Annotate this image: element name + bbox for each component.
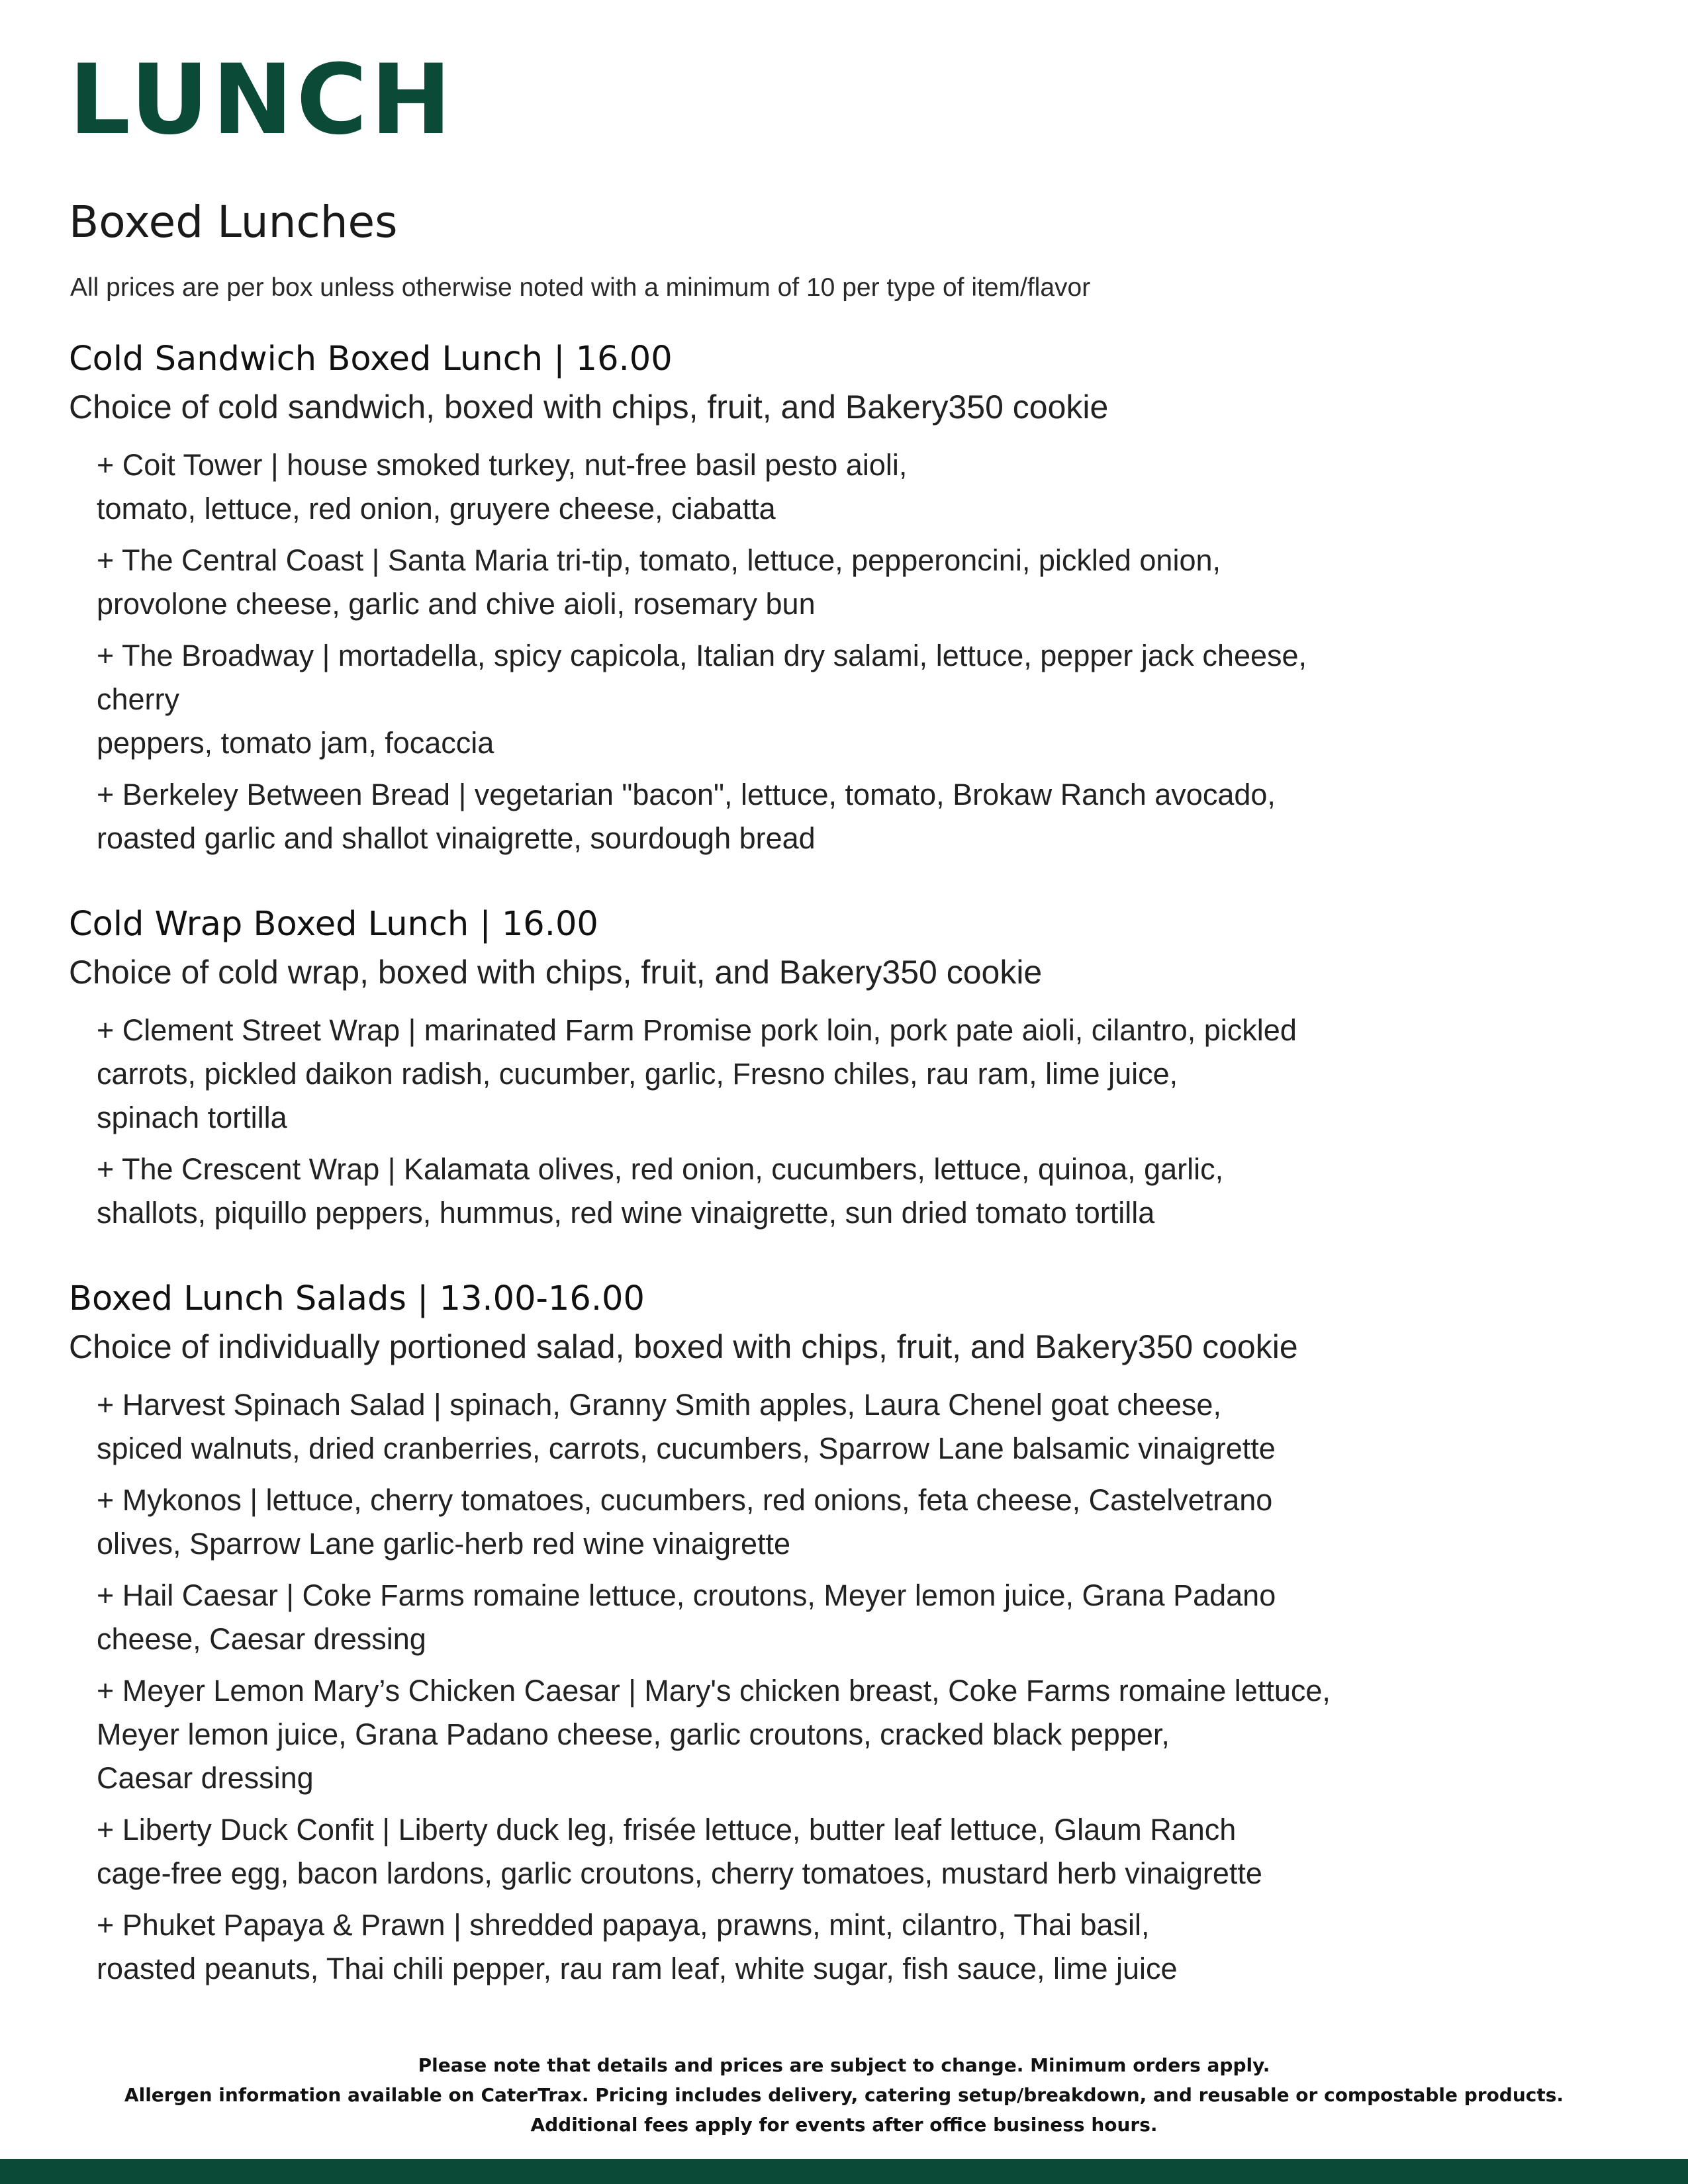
footer-line: Additional fees apply for events after office business hours. — [530, 2114, 1158, 2136]
menu-item: + Clement Street Wrap | marinated Farm Promise pork loin, pork pate aioli, cilantro, pickled carrots, pickled daikon radish, cucumber, garlic, Fresno chiles, rau ram, lime juice, spinach tortilla — [97, 1013, 1297, 1134]
section-title: Boxed Lunches — [69, 197, 398, 248]
menu-item: + Coit Tower | house smoked turkey, nut-free basil pesto aioli, tomato, lettuce, red onion, gruyere cheese, ciabatta — [97, 448, 908, 525]
pricing-note: All prices are per box unless otherwise noted with a minimum of 10 per type of item/flavor — [70, 273, 1091, 302]
menu-item: + Mykonos | lettuce, cherry tomatoes, cucumbers, red onions, feta cheese, Castelvetrano olives, Sparrow Lane garlic-herb red wine vinaigrette — [97, 1483, 1273, 1561]
menu-group-cold-wrap — [69, 901, 1591, 1243]
menu-item: + Hail Caesar | Coke Farms romaine lettuce, croutons, Meyer lemon juice, Grana Padano cheese, Caesar dressing — [97, 1578, 1276, 1656]
item-list — [69, 443, 1591, 860]
group-description: Choice of individually portioned salad, boxed with chips, fruit, and Bakery350 cookie — [69, 1328, 1298, 1365]
group-title: Cold Wrap Boxed Lunch | 16.00 — [69, 905, 598, 944]
group-title: Boxed Lunch Salads | 13.00-16.00 — [69, 1279, 645, 1318]
menu-item: + Liberty Duck Confit | Liberty duck leg, frisée lettuce, butter leaf lettuce, Glaum Ranch cage-free egg, bacon lardons, garlic croutons, cherry tomatoes, mustard herb vinaigrette — [97, 1813, 1262, 1890]
group-description: Choice of cold wrap, boxed with chips, fruit, and Bakery350 cookie — [69, 954, 1043, 991]
footer-line: Please note that details and prices are subject to change. Minimum orders apply. — [418, 2054, 1270, 2076]
bottom-accent-bar — [0, 2159, 1688, 2184]
menu-group-salads — [69, 1276, 1591, 1999]
menu-item: + Phuket Papaya & Prawn | shredded papaya, prawns, mint, cilantro, Thai basil, roasted peanuts, Thai chili pepper, rau ram leaf, white sugar, fish sauce, lime juice — [97, 1908, 1178, 1985]
group-title: Cold Sandwich Boxed Lunch | 16.00 — [69, 340, 673, 379]
group-description: Choice of cold sandwich, boxed with chips, fruit, and Bakery350 cookie — [69, 388, 1109, 426]
menu-item: + Meyer Lemon Mary’s Chicken Caesar | Mary's chicken breast, Coke Farms romaine lettuce, Meyer lemon juice, Grana Padano cheese, garlic croutons, cracked black pepper, Caesar dressing — [97, 1674, 1331, 1795]
menu-item: + The Broadway | mortadella, spicy capicola, Italian dry salami, lettuce, pepper jack cheese, cherry peppers, tomato jam, focaccia — [97, 639, 1307, 760]
footer-line: Allergen information available on CaterTrax. Pricing includes delivery, catering setup/breakdown, and reusable or compostable products. — [124, 2084, 1564, 2106]
menu-item: + Harvest Spinach Salad | spinach, Granny Smith apples, Laura Chenel goat cheese, spiced walnuts, dried cranberries, carrots, cucumbers, Sparrow Lane balsamic vinaigrette — [97, 1388, 1276, 1465]
footer-notes — [0, 2050, 1688, 2140]
menu-item: + Berkeley Between Bread | vegetarian "bacon", lettuce, tomato, Brokaw Ranch avocado, roasted garlic and shallot vinaigrette, sourdough bread — [97, 778, 1276, 855]
menu-item: + The Central Coast | Santa Maria tri-tip, tomato, lettuce, pepperoncini, pickled onion, provolone cheese, garlic and chive aioli, rosemary bun — [97, 543, 1221, 621]
menu-item: + The Crescent Wrap | Kalamata olives, red onion, cucumbers, lettuce, quinoa, garlic, shallots, piquillo peppers, hummus, red wine vinaigrette, sun dried tomato tortilla — [97, 1152, 1224, 1230]
item-list — [69, 1009, 1591, 1235]
item-list — [69, 1383, 1591, 1991]
menu-group-cold-sandwich — [69, 336, 1591, 868]
page-title: LUNCH — [69, 44, 455, 156]
